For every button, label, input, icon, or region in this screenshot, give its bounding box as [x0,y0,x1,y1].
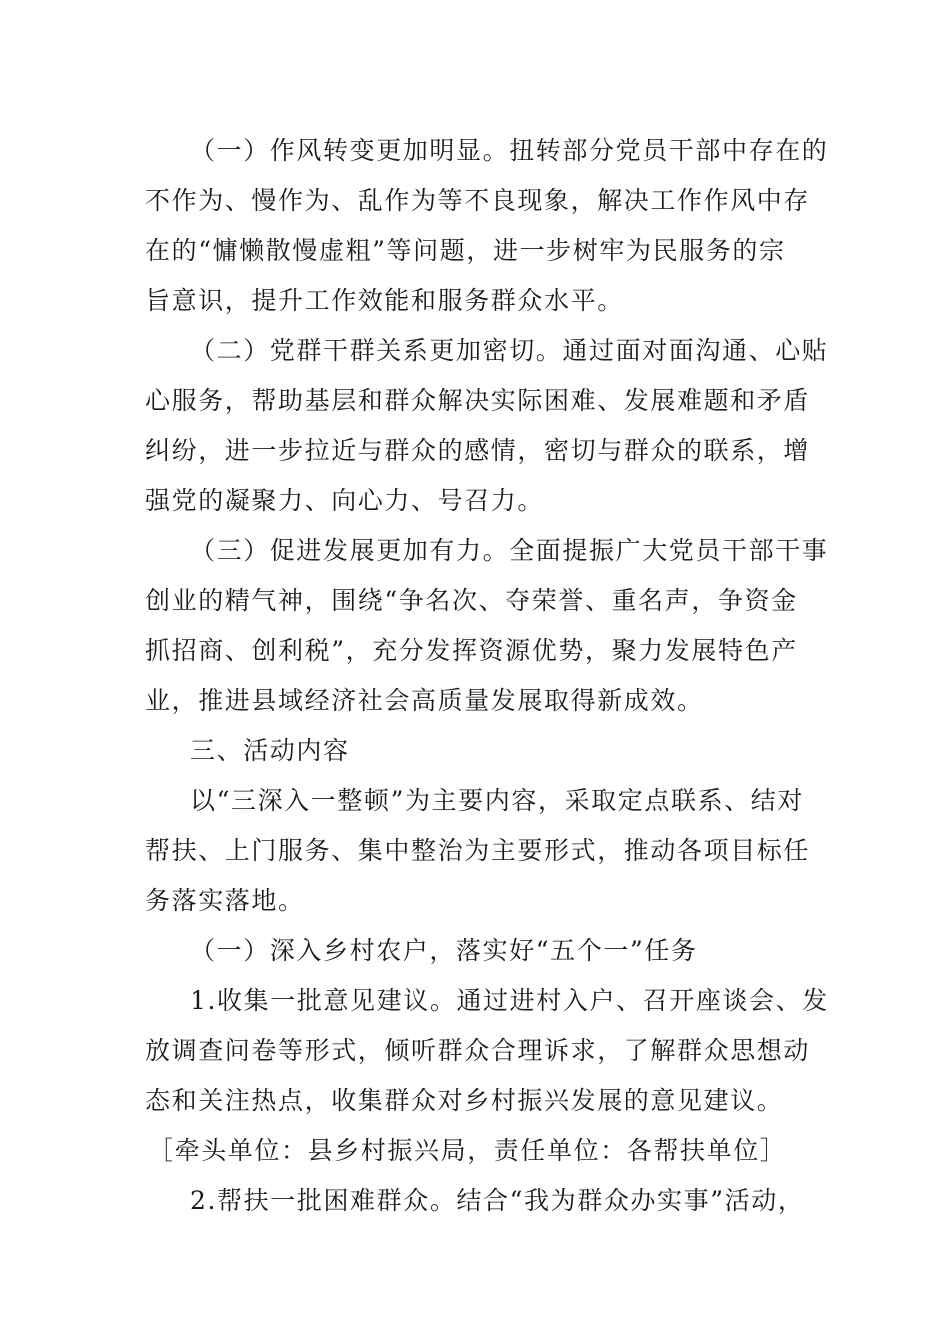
paragraph-line: 纠纷，进一步拉近与群众的感情，密切与群众的联系，增 [145,436,811,465]
paragraph-line: 1.收集一批意见建议。通过进村入户、召开座谈会、发 [190,986,829,1015]
paragraph-line: 强党的凝聚力、向心力、号召力。 [145,486,545,515]
paragraph-line: （一）作风转变更加明显。扭转部分党员干部中存在的 [190,136,829,165]
paragraph-line: 务落实落地。 [145,886,305,915]
responsible-units-line: ［牵头单位：县乡村振兴局，责任单位：各帮扶单位］ [148,1136,787,1165]
paragraph-line: （二）党群干群关系更加密切。通过面对面沟通、心贴 [190,336,829,365]
paragraph-line: 创业的精气神，围绕“争名次、夺荣誉、重名声，争资金 [145,586,798,615]
paragraph-line: 在的“慵懒散慢虚粗”等问题，进一步树牢为民服务的宗 [145,236,786,265]
paragraph-line: 旨意识，提升工作效能和服务群众水平。 [145,286,624,315]
paragraph-line: 以“三深入一整顿”为主要内容，采取定点联系、结对 [190,786,804,815]
paragraph-line: 态和关注热点，收集群众对乡村振兴发展的意见建议。 [145,1086,784,1115]
paragraph-line: 抓招商、创利税”，充分发挥资源优势，聚力发展特色产 [145,636,798,665]
paragraph-line: 帮扶、上门服务、集中整治为主要形式，推动各项目标任 [145,836,811,865]
subsection-heading: （一）深入乡村农户，落实好“五个一”任务 [190,936,698,965]
paragraph-line: （三）促进发展更加有力。全面提振广大党员干部干事 [190,536,829,565]
paragraph-line: 2.帮扶一批困难群众。结合“我为群众办实事”活动， [190,1186,805,1215]
section-heading: 三、活动内容 [190,736,350,765]
paragraph-line: 心服务，帮助基层和群众解决实际困难、发展难题和矛盾 [145,386,811,415]
paragraph-line: 放调查问卷等形式，倾听群众合理诉求，了解群众思想动 [145,1036,811,1065]
paragraph-line: 业，推进县域经济社会高质量发展取得新成效。 [145,686,704,715]
paragraph-line: 不作为、慢作为、乱作为等不良现象，解决工作作风中存 [145,186,811,215]
